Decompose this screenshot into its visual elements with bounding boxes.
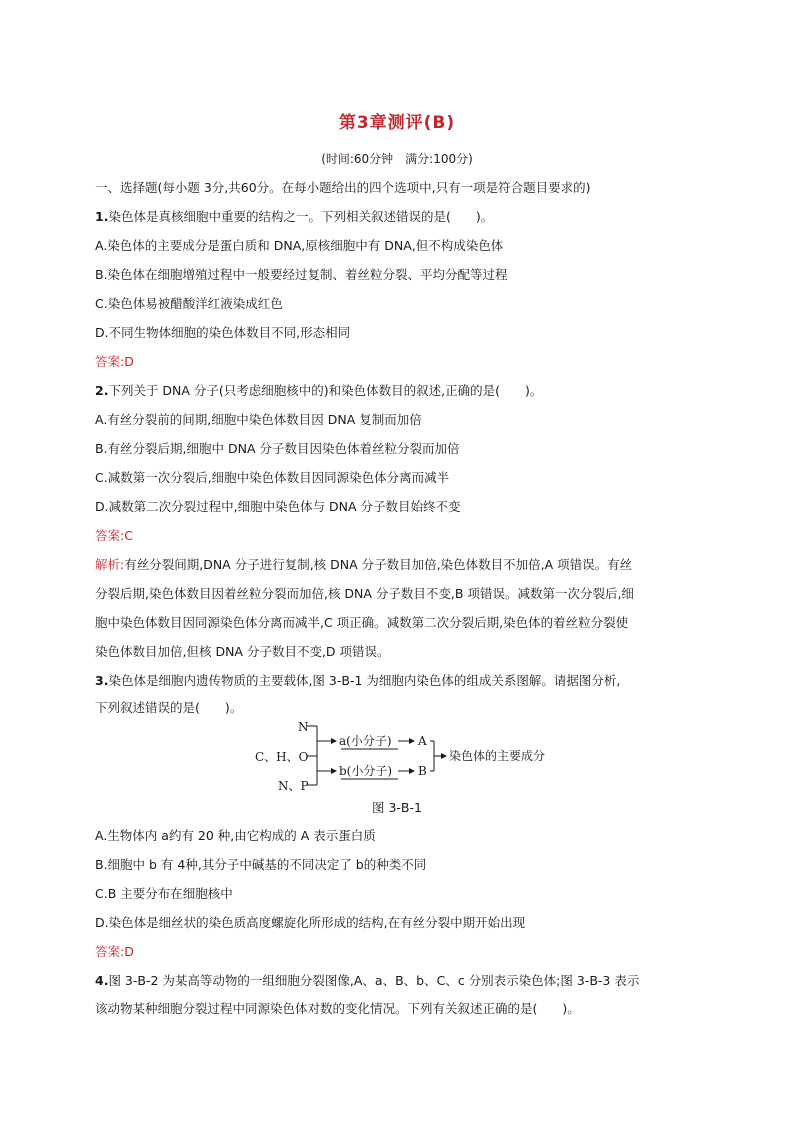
question-4-text: 图 3-B-2 为某高等动物的一组细胞分裂图像,A、a、B、b、C、c 分别表示染色体;图 3-B-3 表示 xyxy=(108,973,640,988)
chromosome-composition-diagram xyxy=(250,712,550,792)
small-molecule-a-label: a(小分子) xyxy=(339,734,392,748)
question-3-number: 3. xyxy=(95,673,109,688)
question-3-answer: 答案:D xyxy=(95,944,134,959)
question-1-text: 染色体是真核细胞中重要的结构之一。下列相关叙述错误的是( )。 xyxy=(108,209,494,224)
question-1-option-a: A.染色体的主要成分是蛋白质和 DNA,原核细胞中有 DNA,但不构成染色体 xyxy=(95,238,504,253)
question-2-option-a: A.有丝分裂前的间期,细胞中染色体数目因 DNA 复制而加倍 xyxy=(95,412,422,427)
question-1-answer: 答案:D xyxy=(95,354,134,369)
question-1-number: 1. xyxy=(95,209,109,224)
question-1-option-c: C.染色体易被醋酸洋红液染成红色 xyxy=(95,296,283,311)
question-2-analysis-line-1 xyxy=(95,557,632,573)
question-4-stem-line-2: 该动物某种细胞分裂过程中同源染色体对数的变化情况。下列有关叙述正确的是( )。 xyxy=(95,1001,580,1016)
question-3-stem-line-1 xyxy=(95,673,620,689)
result-label: 染色体的主要成分 xyxy=(449,749,546,763)
question-4-stem-line-1 xyxy=(95,973,639,989)
question-4-number: 4. xyxy=(95,973,109,988)
section-heading: 一、选择题(每小题 3分,共60分。在每小题给出的四个选项中,只有一项是符合题目要求的) xyxy=(95,180,591,195)
question-3-option-c: C.B 主要分布在细胞核中 xyxy=(95,886,233,901)
question-2-stem xyxy=(95,383,542,399)
question-1-stem xyxy=(95,209,493,225)
question-3-stem-line-2: 下列叙述错误的是( )。 xyxy=(95,700,243,715)
question-2-option-b: B.有丝分裂后期,细胞中 DNA 分子数目因染色体着丝粒分裂而加倍 xyxy=(95,441,460,456)
exam-time-score: (时间:60分钟 满分:100分) xyxy=(321,152,473,166)
macromolecule-a-label: A xyxy=(418,734,427,748)
question-2-text: 下列关于 DNA 分子(只考虑细胞核中的)和染色体数目的叙述,正确的是( )。 xyxy=(108,383,543,398)
figure-caption: 图 3-B-1 xyxy=(372,800,422,815)
element-n-label: N xyxy=(298,720,309,734)
question-3-text: 染色体是细胞内遗传物质的主要载体,图 3-B-1 为细胞内染色体的组成关系图解。请据图分析, xyxy=(108,673,621,688)
analysis-label: 解析: xyxy=(95,557,125,572)
element-np-label: N、P xyxy=(278,779,309,792)
question-2-number: 2. xyxy=(95,383,109,398)
small-molecule-b-label: b(小分子) xyxy=(339,764,393,778)
macromolecule-b-label: B xyxy=(418,764,427,778)
question-2-analysis-line-3: 胞中染色体数目因同源染色体分离而减半,C 项正确。减数第二次分裂后期,染色体的着丝粒分裂使 xyxy=(95,615,629,630)
question-3-option-d: D.染色体是细丝状的染色质高度螺旋化所形成的结构,在有丝分裂中期开始出现 xyxy=(95,915,526,930)
question-1-option-d: D.不同生物体细胞的染色体数目不同,形态相同 xyxy=(95,325,351,340)
question-3-option-a: A.生物体内 a约有 20 种,由它构成的 A 表示蛋白质 xyxy=(95,828,376,843)
question-1-option-b: B.染色体在细胞增殖过程中一般要经过复制、着丝粒分裂、平均分配等过程 xyxy=(95,267,508,282)
question-2-analysis-line-4: 染色体数目加倍,但核 DNA 分子数目不变,D 项错误。 xyxy=(95,644,390,659)
element-cho-label: C、H、O xyxy=(255,750,309,764)
question-2-answer: 答案:C xyxy=(95,528,133,543)
analysis-text: 有丝分裂间期,DNA 分子进行复制,核 DNA 分子数目加倍,染色体数目不加倍,A 项错误。有丝 xyxy=(124,557,633,572)
page-title: 第3章测评(B) xyxy=(338,113,456,133)
question-2-option-d: D.减数第二次分裂过程中,细胞中染色体与 DNA 分子数目始终不变 xyxy=(95,499,461,514)
question-2-option-c: C.减数第一次分裂后,细胞中染色体数目因同源染色体分离而减半 xyxy=(95,470,450,485)
question-2-analysis-line-2: 分裂后期,染色体数目因着丝粒分裂而加倍,核 DNA 分子数目不变,B 项错误。减数第一次分裂后,细 xyxy=(95,586,634,601)
question-3-option-b: B.细胞中 b 有 4种,其分子中碱基的不同决定了 b的种类不同 xyxy=(95,857,427,872)
